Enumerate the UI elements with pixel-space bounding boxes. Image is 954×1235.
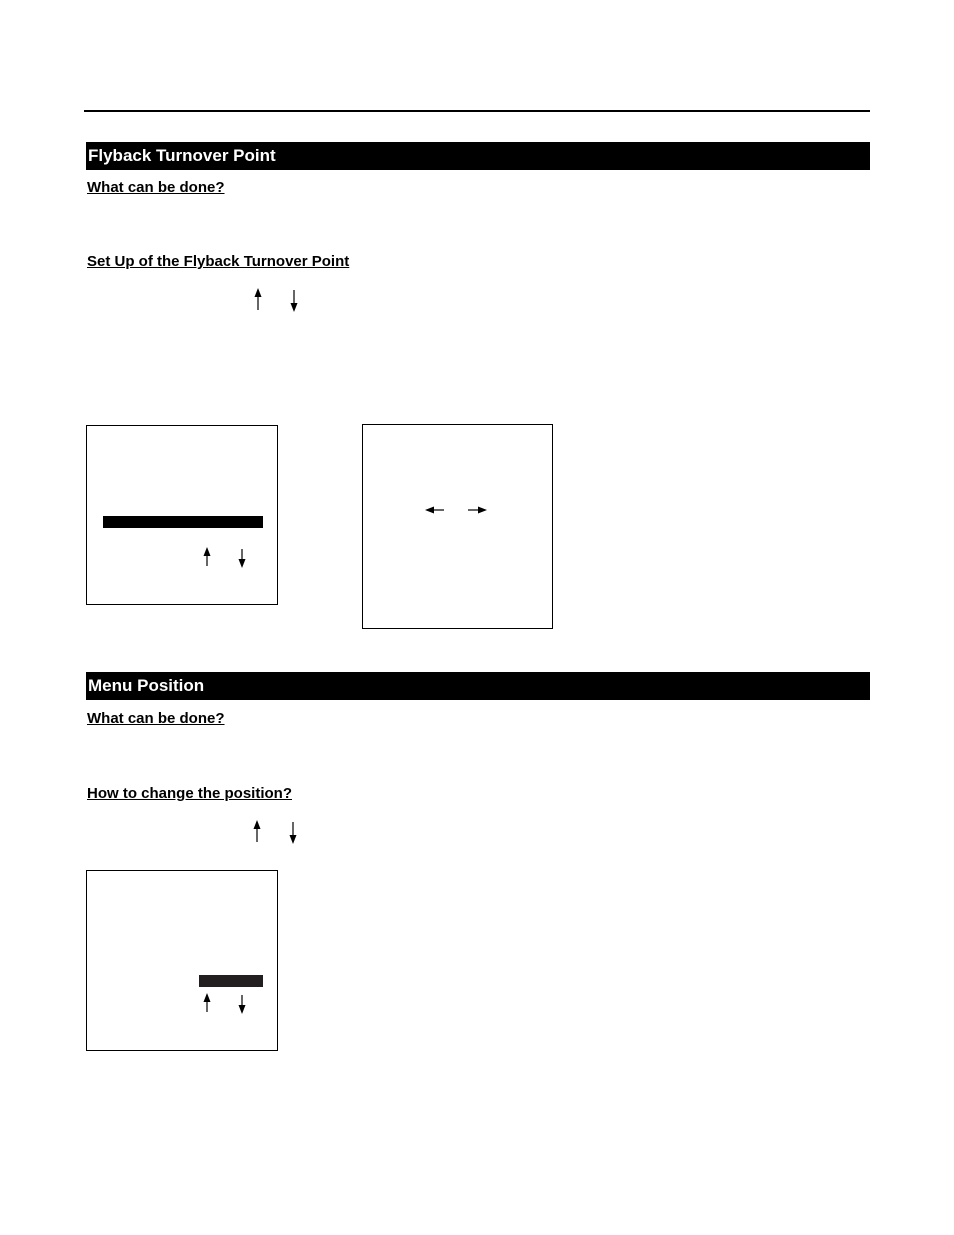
flyback-menu-screen: [86, 425, 278, 605]
arrow-down-icon: [236, 994, 248, 1014]
arrow-down-icon: [287, 288, 301, 312]
menu-highlight-bar: [103, 516, 263, 528]
flyback-adjust-screen: [362, 424, 553, 629]
arrow-left-icon: [425, 504, 445, 516]
subhead-what-can-be-done: What can be done?: [87, 179, 225, 196]
subhead-setup-flyback: Set Up of the Flyback Turnover Point: [87, 253, 350, 270]
arrow-right-icon: [467, 504, 487, 516]
arrow-up-icon: [251, 288, 265, 312]
section-title-menu-position: Menu Position: [86, 672, 870, 700]
top-rule: [84, 110, 870, 112]
subhead-change-position: How to change the position?: [87, 785, 292, 802]
menu-position-screen: [86, 870, 278, 1051]
subhead-what-can-be-done: What can be done?: [87, 710, 225, 727]
arrow-down-icon: [286, 820, 300, 844]
arrow-up-icon: [201, 547, 213, 567]
arrow-down-icon: [236, 548, 248, 568]
arrow-up-icon: [201, 993, 213, 1013]
section-title-flyback: Flyback Turnover Point: [86, 142, 870, 170]
arrow-up-icon: [250, 820, 264, 844]
menu-highlight-bar: [199, 975, 263, 987]
